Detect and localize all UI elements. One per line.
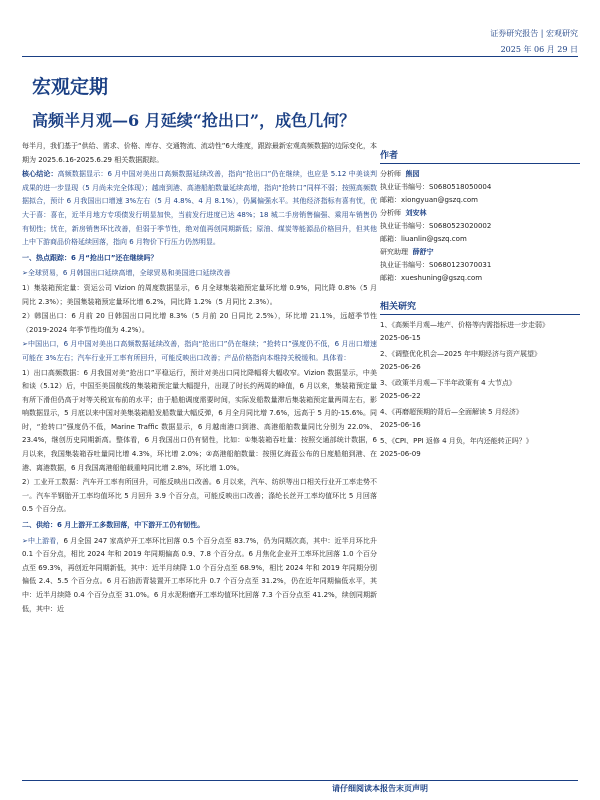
related-text: 3、《政策半月观—下半年政策有 4 大节点》 (380, 379, 516, 387)
report-date: 2025 年 06 月 29 日 (500, 45, 578, 54)
core-text: 高频数据显示：6 月中国对美出口高频数据延续改善，指向“抢出口”仍在继续，也应是 5.12 中美谈判成果的进一步显现（5 月尚未完全体现）；越南到港、高港船舶数量延续高增，指向“抢转口”同样不弱；按照高频数据拟合，预计 6 月我国出口增速 3%左右（5 月 4.8%、4 月 8.1%），仍属偏强水平。其他经济指标有喜有忧，优大于喜：喜在，近半月地方专项债发行明显加快，当前发行进度已达 48%；18 城二手房销售偏强、乘用车销售仍有韧性；忧在，新房销售环比改善，但弱于季节性，绝对值再创同期新低；原油、煤炭等能源品价格回升，但其他上中下游商品价格延续回落，指向 6 月物价下行压力仍然明显。 (22, 170, 378, 247)
header-divider (22, 56, 578, 57)
main-body (22, 140, 377, 617)
related-text: 4、《再磨超预期的背后—全面解读 5 月经济》 (380, 408, 523, 416)
core-conclusion (22, 168, 377, 250)
related-date: 2025-06-16 (380, 420, 421, 429)
related-date: 2025-06-15 (380, 333, 421, 342)
author-email[interactable]: 邮箱：xiongyuan@gszq.com (380, 196, 478, 204)
author-name: 薛舒宁 (412, 248, 434, 256)
upstream-label: ➢中上游看， (22, 536, 64, 545)
author-line (380, 246, 580, 259)
intro-paragraph: 每半月，我们基于“供给、需求、价格、库存、交通物流、流动性”6大维度，跟踪最新宏观高频数据的边际变化，本期为 2025.6.16-2025.6.29 相关数据跟踪。 (22, 142, 377, 164)
author-name: 刘安林 (405, 209, 427, 217)
related-date: 2025-06-09 (380, 449, 421, 458)
page-header (0, 0, 600, 62)
related-item[interactable] (380, 406, 580, 431)
doc-type-heading: 宏观定期 (32, 76, 109, 98)
section-1-title: 一、热点跟踪：6 月“抢出口”还在继续吗？ (22, 253, 158, 262)
related-date: 2025-06-22 (380, 391, 421, 400)
author-cert: 执业证书编号：S0680123070031 (380, 261, 492, 269)
page-footer (22, 780, 578, 795)
paragraph-korea-export: 2）韩国出口：6 月前 20 日韩国出口同比增 8.3%（5 月前 20 日同比 2.5%），环比增 21.1%，远超季节性（2019-2024 年季节性均值为 4.2%）。 (22, 312, 377, 334)
author-email[interactable]: 邮箱：xueshuning@gszq.com (380, 274, 483, 282)
author-block-2 (380, 207, 580, 246)
section-2-title: 二、供给：6 月上游开工多数回落，中下游开工仍有韧性。 (22, 521, 205, 530)
paragraph-upstream (22, 535, 377, 617)
related-item[interactable] (380, 319, 580, 344)
author-block-1 (380, 168, 580, 207)
related-text: 1、《高频半月观—地产、价格等内需指标进一步走弱》 (380, 321, 549, 329)
author-role: 研究助理 (380, 248, 408, 256)
author-email[interactable]: 邮箱：liuanlin@gszq.com (380, 235, 467, 243)
author-role: 分析师 (380, 209, 401, 217)
paragraph-container-booking: 1）集装箱预定量：资运公司 Vizion 的周度数据显示，6 月全球集装箱预定量环比增 0.9%，同比降 0.8%（5 月同比 2.3%）；美国集装箱预定量环比增 6.2%，同比降 1.2%（5 月同比 2.3%）。 (22, 283, 377, 306)
page-title: 高频半月观—6 月延续“抢出口”，成色几何？ (32, 111, 356, 130)
report-category: 证券研究报告 | 宏观研究 (490, 29, 578, 38)
upstream-text: 6 月全国 247 家高炉开工率环比回落 0.5 个百分点至 83.7%，仍为同期次高，其中：近半月环比升 0.1 个百分点，相比 2024 年和 2019 年同期偏高 0.9、7.8 个百分点。6 月焦化企业开工率环比回落 1.0 个百分点至 69.3%，再创近年同期新低，其中：近半月续降 1.0 个百分点至 68.9%，相比 2024 年和 2019 年同期分别偏低 2.4、5.5 个百分点。6 月石油沥青装置开工率环比升 0.7 个百分点至 31.2%，仍在近年同期偏低水平，其中：近半月续降 0.4 个百分点至 31.0%。6 月水泥粉磨开工率均值环比回落 7.3 个百分点至 41.2%，续创同期新低，其中：近 (22, 536, 377, 613)
sidebar (380, 144, 580, 464)
related-item[interactable] (380, 348, 580, 373)
author-block-3 (380, 246, 580, 285)
related-date: 2025-06-26 (380, 362, 421, 371)
author-cert: 执业证书编号：S0680523020002 (380, 222, 492, 230)
footer-disclaimer: 请仔细阅读本报告末页声明 (332, 783, 428, 793)
related-text: 5、《CPI、PPI 返修 4 月负，年内还能转正吗？》 (380, 437, 533, 445)
china-export-label: ➢中国出口，6 月中国对美出口高频数据延续改善，指向“抢出口”仍在继续；“抢转口”强度仍不低，6 月出口增速可能在 3%左右；汽车行业开工率有所回升，可能反映出口改善；产品价格指向本维持关税缓和。具体看： (22, 340, 377, 362)
related-title: 相关研究 (380, 295, 580, 315)
author-line (380, 168, 580, 181)
global-trade-label: ➢全球贸易，6 月韩国出口延续高增，全球贸易和美国进口延续改善 (22, 269, 231, 278)
related-text: 2、《调整优化机会—2025 年中期经济与资产展望》 (380, 350, 541, 358)
author-role: 分析师 (380, 170, 401, 178)
author-title: 作者 (380, 144, 580, 164)
paragraph-industrial-start: 2）工业开工数据：汽车开工率有所回升，可能反映出口改善。6 月以来，汽车、纺织等出口相关行业开工率走势不一。汽车半钢胎开工率均值环比 5 月回升 3.9 个百分点，可能反映出口改善；涤纶长丝开工率均值环比 5 月回落 0.5 个百分点。 (22, 478, 377, 514)
author-line (380, 207, 580, 220)
paragraph-export-hf: 1）出口高频数据：6 月我国对美“抢出口”平稳运行，预计对美出口同比降幅将大幅收窄。Vizion 数据显示，中美和谈（5.12）后，中国至美国航线的集装箱预定量大幅提升，出现了时长约两周的峰值，6 月以来，集装箱预定量有所下滑但仍高于对等关税宣布前的水平；由于船舶调度需要时间，实际发船数量滞后集装箱预定量两周左右，影响数据显示，5 月底以来中国对美集装箱船发船数量大幅反弹，6 月全月同比增 7.6%，远高于 5 月的-15.6%。同时，“抢转口”强度仍不低，Marine Traffic 数据显示，6 月越南港口到港、高港船舶数量同比分别为 22.0%、23.4%，继创历史同期新高。整体看，6 月我国出口仍有韧性，比如：①集装箱吞吐量：按照交通部统计数据，6 月以来，我国集装箱吞吐量同比增 4.3%，环比增 2.0%；②高港船舶数量：按照亿海蓝公布的日度船舶到港、在港、离港数据，6 月我国离港船舶载重吨同比增 2.8%，环比增 1.0%。 (22, 368, 377, 472)
related-item[interactable] (380, 377, 580, 402)
related-item[interactable] (380, 435, 580, 460)
author-cert: 执业证书编号：S0680518050004 (380, 183, 492, 191)
core-label: 核心结论： (22, 170, 58, 179)
author-name: 熊园 (405, 170, 420, 178)
